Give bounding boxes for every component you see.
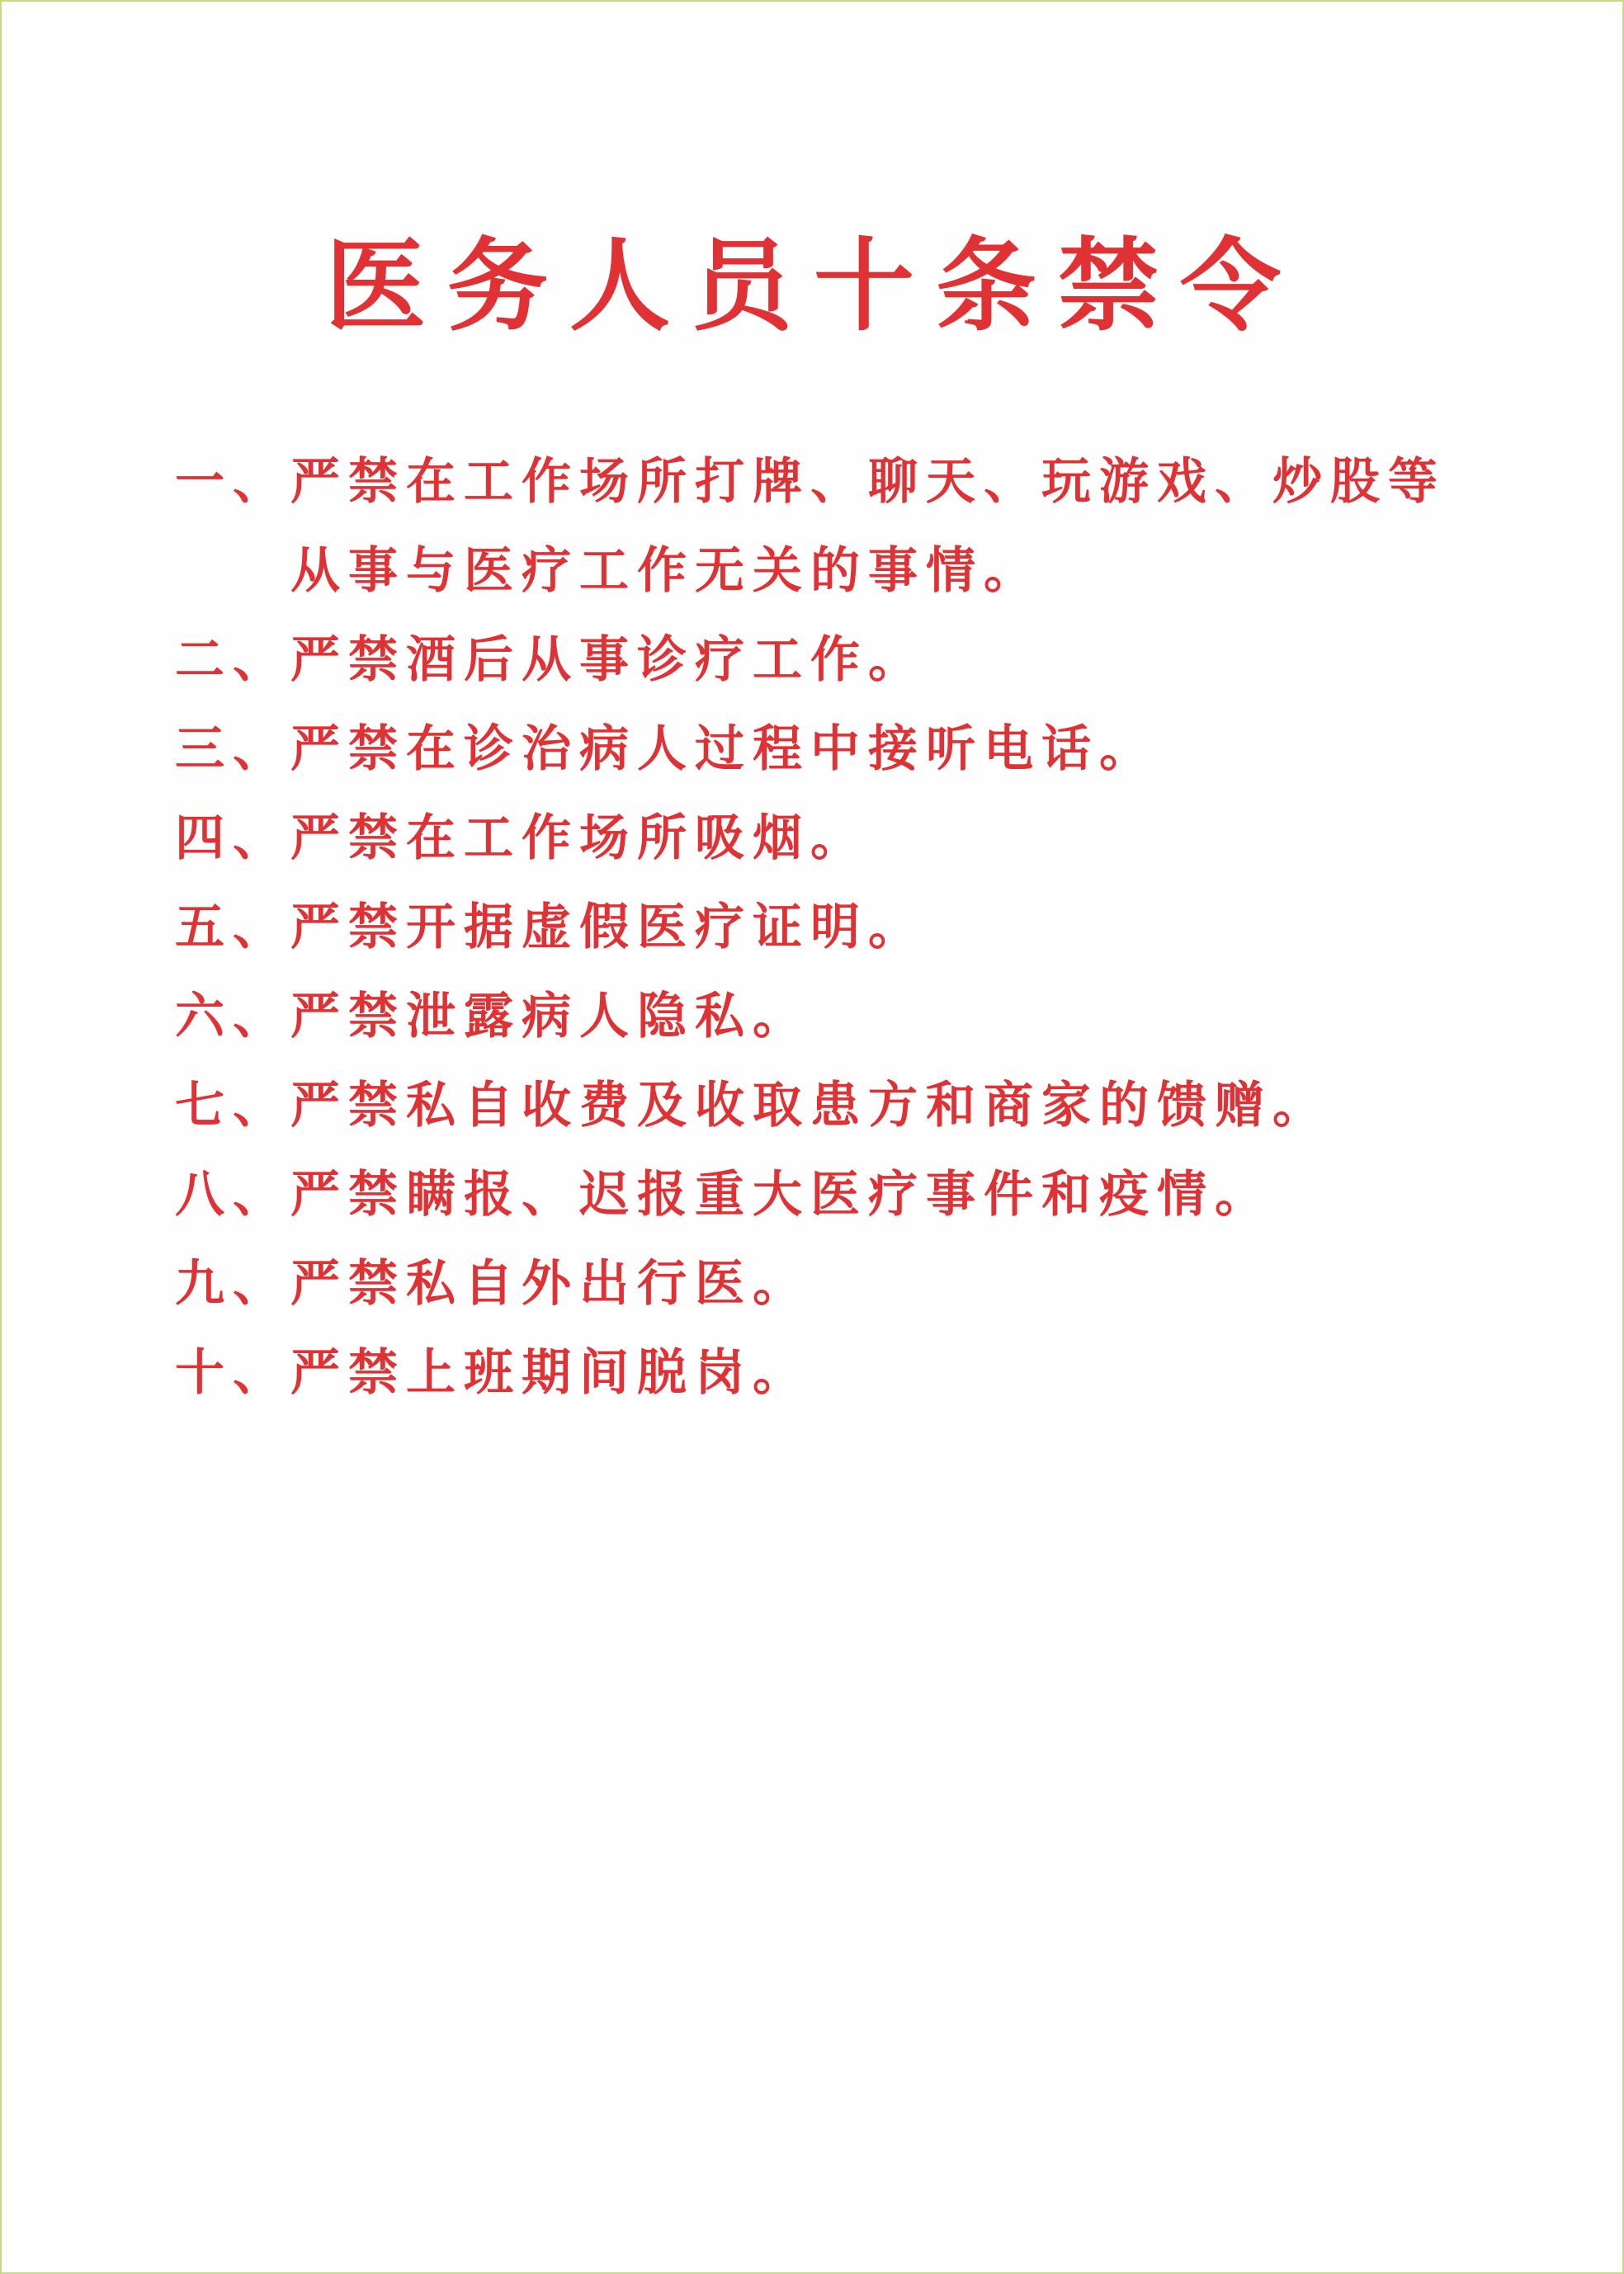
rule-number: 七、	[175, 1077, 290, 1135]
rule-item-2	[175, 616, 1578, 705]
rule-number: 四、	[175, 809, 290, 867]
rule-text: 严禁在工作场所吸烟。	[290, 809, 868, 867]
rule-text: 严禁在诊治病人过程中接听电话。	[290, 720, 1157, 778]
rule-text: 严禁上班期间脱岗。	[290, 1344, 810, 1402]
rule-text-continued: 从事与医疗工作无关的事情。	[290, 542, 1041, 600]
rule-text: 严禁开据虚假医疗证明。	[290, 899, 926, 956]
rule-number: 一、	[175, 453, 290, 511]
rule-number: 六、	[175, 988, 290, 1045]
rule-text: 严禁瞒报、迟报重大医疗事件和疫情。	[290, 1166, 1272, 1224]
page-title: 医务人员十条禁令	[325, 228, 1302, 345]
rule-item-9	[175, 1239, 1578, 1328]
rule-number: 九、	[175, 1255, 290, 1313]
rule-number: 八、	[175, 1166, 290, 1224]
rule-number: 二、	[175, 631, 290, 689]
rule-item-7	[175, 1061, 1578, 1150]
rule-item-8	[175, 1150, 1578, 1239]
rule-number: 三、	[175, 720, 290, 778]
rule-text: 严禁私自收费及收取患方和商家的馈赠。	[290, 1077, 1330, 1135]
rule-number: 十、	[175, 1344, 290, 1402]
rule-number: 五、	[175, 899, 290, 956]
rule-text: 严禁泄露病人隐私。	[290, 988, 810, 1045]
rule-item-10	[175, 1328, 1578, 1418]
rule-item-1	[175, 437, 1578, 616]
rule-text: 严禁酒后从事诊疗工作。	[290, 631, 926, 689]
rule-text: 严禁私自外出行医。	[290, 1255, 810, 1313]
rule-item-3	[175, 705, 1578, 794]
rule-item-6	[175, 972, 1578, 1061]
rule-text: 严禁在工作场所打牌、聊天、玩游戏、炒股等	[290, 453, 1446, 511]
rules-list	[175, 437, 1578, 1418]
rule-item-4	[175, 794, 1578, 883]
rule-item-5	[175, 883, 1578, 972]
